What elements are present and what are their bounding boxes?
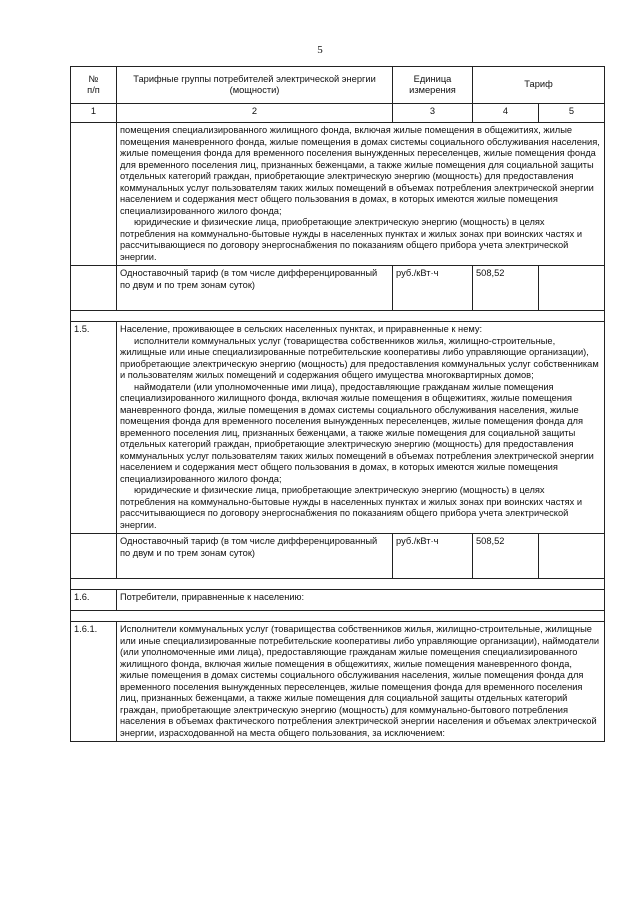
tariff-row	[71, 266, 605, 311]
table-row	[71, 590, 605, 611]
row-number: 1.5.	[71, 322, 117, 534]
tariff-name: Одноставочный тариф (в том числе дифференцированный по двум и по трем зонам суток)	[117, 266, 393, 311]
table-row	[71, 622, 605, 742]
tariff-name: Одноставочный тариф (в том числе дифференцированный по двум и по трем зонам суток)	[117, 534, 393, 579]
header-row	[71, 67, 605, 104]
row-number	[71, 534, 117, 579]
spacer-cell	[71, 311, 605, 322]
row-number: 1.6.	[71, 590, 117, 611]
section-title: Население, проживающее в сельских населенных пунктах, и приравненные к нему:	[120, 324, 483, 334]
table-row	[71, 322, 605, 534]
column-number: 1	[71, 104, 117, 123]
column-number: 5	[539, 104, 605, 123]
tariff-unit: руб./кВт·ч	[393, 266, 473, 311]
section-cont-text	[117, 123, 605, 266]
spacer-row	[71, 311, 605, 322]
tariff-table	[70, 66, 605, 742]
tariff-row	[71, 534, 605, 579]
row-number: 1.6.1.	[71, 622, 117, 742]
column-number: 4	[473, 104, 539, 123]
tariff-empty-cell	[539, 266, 605, 311]
spacer-cell	[71, 611, 605, 622]
column-number: 2	[117, 104, 393, 123]
spacer-row	[71, 579, 605, 590]
header-col-group: Тарифные группы потребителей электрической энергии (мощности)	[117, 67, 393, 104]
paragraph: юридические и физические лица, приобретающие электрическую энергию (мощность) в целях потребления на коммунально-бытовые нужды в населенных пунктах и жилых зонах при воинских частях и рассчитывающиеся по договору энергоснабжения по показаниям общего прибора учета электрической энергии.	[120, 217, 583, 262]
section-1-5-text	[117, 322, 605, 534]
column-numbers-row	[71, 104, 605, 123]
paragraph: исполнители коммунальных услуг (товарищества собственников жилья, жилищно-строительные, жилищные или иные специализированные потребительские кооперативы либо управляющие организации), приобретающие электрическую энергию (мощность) для предоставления коммунальных услуг собственникам и пользователям жилых помещений и содержания общего имущества многоквартирных домов;	[120, 335, 599, 380]
tariff-value: 508,52	[473, 534, 539, 579]
paragraph: помещения специализированного жилищного фонда, включая жилые помещения в общежитиях, жилые помещения маневренного фонда, жилые помещения в домах системы социального обслуживания населения, жилые помещения фонда для временного поселения вынужденных переселенцев, жилые помещения фонда для временного поселения лиц, признанных беженцами, а также жилые помещения для социальной защиты отдельных категорий граждан, приобретающие электрическую энергию (мощность) для предоставления коммунальных услуг пользователям таких жилых помещений в объемах потребления электрической энергии населением и содержания мест общего пользования в домах, в которых имеются жилые помещения специализированного жилого фонда;	[120, 125, 600, 216]
row-number	[71, 123, 117, 266]
section-1-6-title: Потребители, приравненные к населению:	[117, 590, 605, 611]
paragraph: наймодатели (или уполномоченные ими лица), предоставляющие гражданам жилые помещения специализированного жилищного фонда, включая жилые помещения в общежитиях, жилые помещения маневренного фонда, жилые помещения в домах системы социального обслуживания населения, жилые помещения фонда для временного поселения вынужденных переселенцев, жилые помещения фонда для временного поселения лиц, признанных беженцами, а также жилые помещения для социальной защиты отдельных категорий граждан, приобретающие электрическую энергию (мощность) для предоставления коммунальных услуг пользователям таких жилых помещений в объемах потребления электрической энергии населением и содержания мест общего пользования в домах, в которых имеются жилые помещения специализированного жилого фонда;	[120, 381, 594, 484]
paragraph: юридические и физические лица, приобретающие электрическую энергию (мощность) в целях потребления на коммунально-бытовые нужды в населенных пунктах и жилых зонах при воинских частях и рассчитывающиеся по договору энергоснабжения по показаниям общего прибора учета электрической энергии.	[120, 485, 583, 530]
tariff-value: 508,52	[473, 266, 539, 311]
tariff-unit: руб./кВт·ч	[393, 534, 473, 579]
header-col-no: № п/п	[71, 67, 117, 104]
spacer-row	[71, 611, 605, 622]
spacer-cell	[71, 579, 605, 590]
table-row	[71, 123, 605, 266]
tariff-empty-cell	[539, 534, 605, 579]
header-col-tariff: Тариф	[473, 67, 605, 104]
header-col-unit: Единица измерения	[393, 67, 473, 104]
page-number: 5	[317, 44, 323, 56]
column-number: 3	[393, 104, 473, 123]
section-1-6-1-text: Исполнители коммунальных услуг (товарищества собственников жилья, жилищно-строительные, жилищные или иные специализированные потребительские кооперативы либо управляющие организации), наймодатели (или уполномоченные ими лица), предоставляющие гражданам жилые помещения специализированного жилищного фонда, включая жилые помещения в общежитиях, жилые помещения маневренного фонда, жилые помещения в домах системы социального обслуживания населения, жилые помещения фонда для временного поселения вынужденных переселенцев, жилые помещения фонда для временного поселения лиц, признанных беженцами, а также жилые помещения для социальной защиты отдельных категорий граждан, приобретающие электрическую энергию (мощность) для коммунально-бытового потребления населения в объемах фактического потребления электрической энергии населения и объемах электрической энергии, израсходованной на места общего пользования, за исключением:	[117, 622, 605, 742]
row-number	[71, 266, 117, 311]
